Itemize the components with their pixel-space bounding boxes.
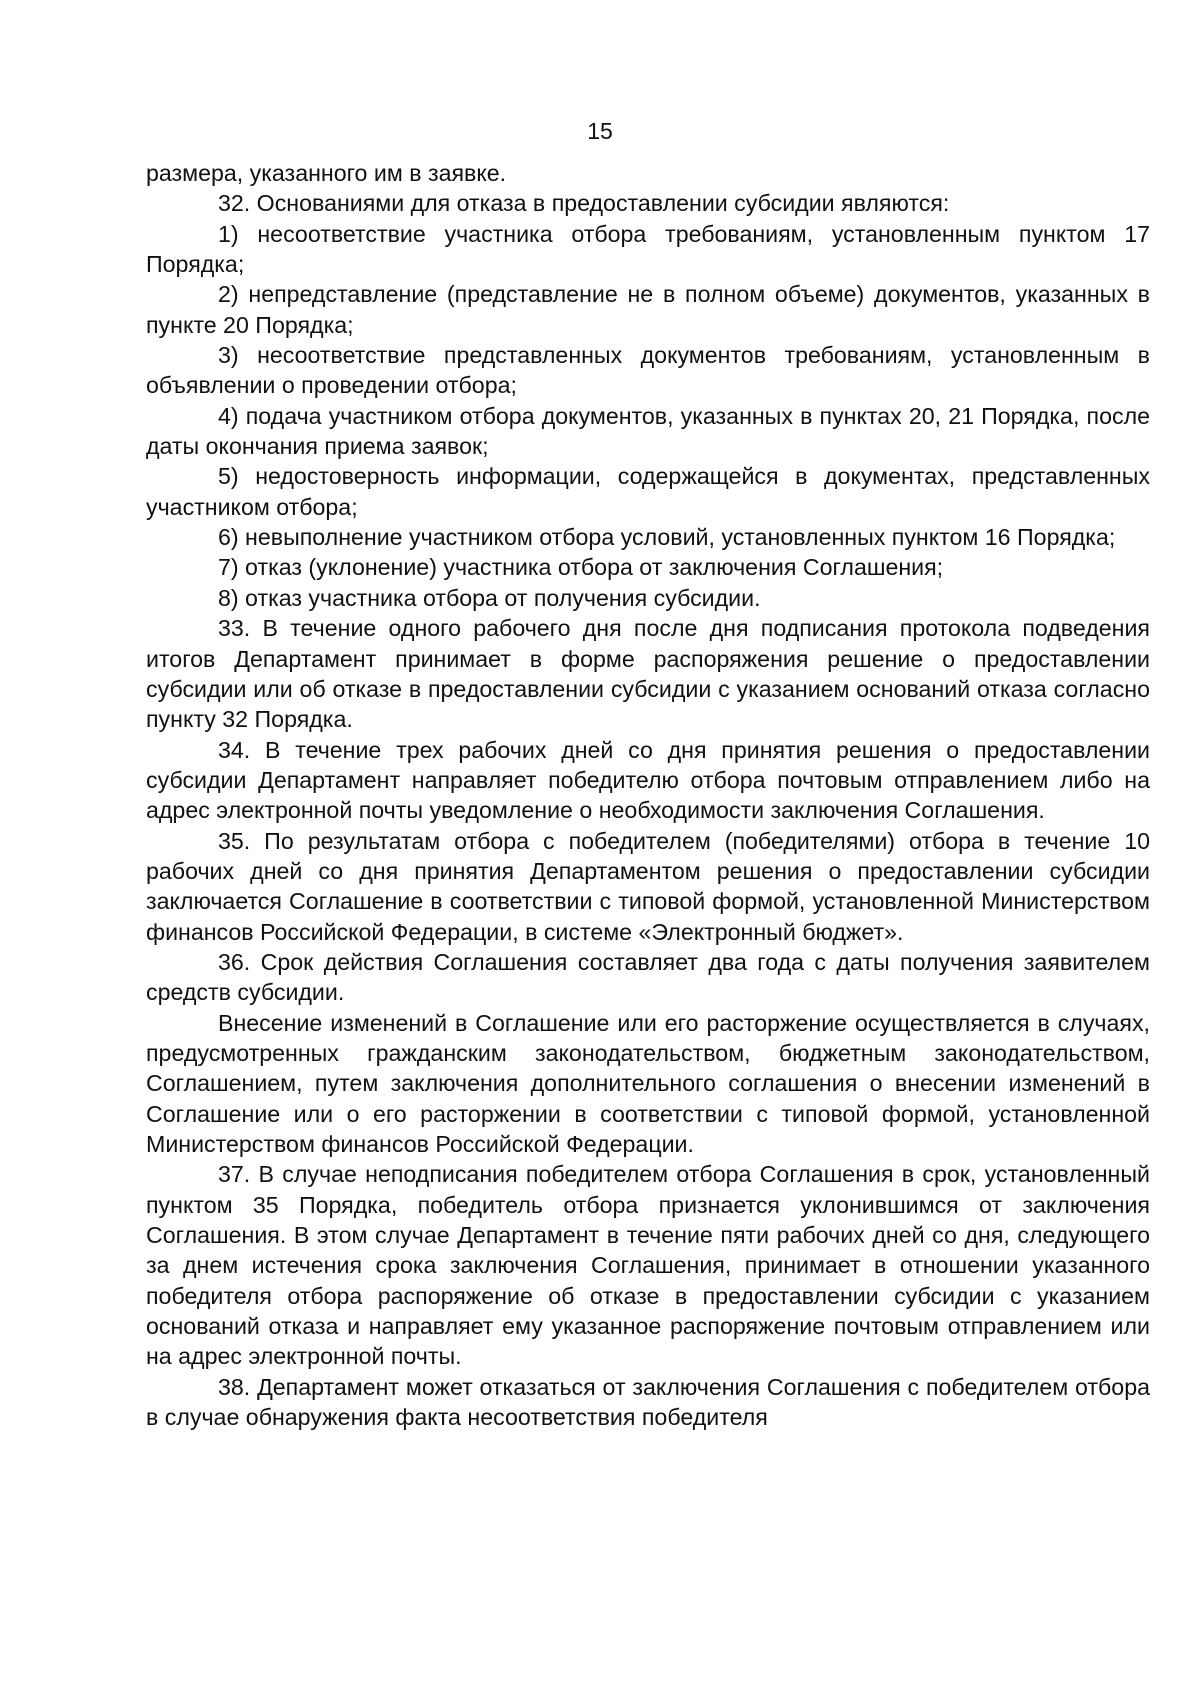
document-body [146,158,1150,1432]
paragraph: 7) отказ (уклонение) участника отбора от заключения Соглашения; [218,554,944,581]
page-number: 15 [587,118,613,144]
paragraph: 36. Срок действия Соглашения составляет два года с даты получения заявителем средств субсидии. [146,948,1150,1006]
paragraph: 38. Департамент может отказаться от заключения Соглашения с победителем отбора в случае обнаружения факта несоответствия победителя [146,1373,1150,1431]
paragraph: 8) отказ участника отбора от получения субсидии. [218,584,761,611]
paragraph: 34. В течение трех рабочих дней со дня принятия решения о предоставлении субсидии Департамент направляет победителю отбора почтовым отправлением либо на адрес электронной почты уведомление о необходимости заключения Соглашения. [146,736,1150,824]
paragraph: 1) несоответствие участника отбора требованиям, установленным пунктом 17 Порядка; [146,220,1150,278]
paragraph: Внесение изменений в Соглашение или его расторжение осуществляется в случаях, предусмотренных гражданским законодательством, бюджетным законодательством, Соглашением, путем заключения дополнительного соглашения о внесении изменений в Соглашение или о его расторжении в соответствии с типовой формой, установленной Министерством финансов Российской Федерации. [146,1009,1150,1157]
paragraph: 6) невыполнение участником отбора условий, установленных пунктом 16 Порядка; [218,524,1116,551]
paragraph: 33. В течение одного рабочего дня после дня подписания протокола подведения итогов Департамент принимает в форме распоряжения решение о предоставлении субсидии или об отказе в предоставлении субсидии с указанием оснований отказа согласно пункту 32 Порядка. [146,615,1150,733]
paragraph: 35. По результатам отбора с победителем (победителями) отбора в течение 10 рабочих дней со дня принятия Департаментом решения о предоставлении субсидии заключается Соглашение в соответствии с типовой формой, установленной Министерством финансов Российской Федерации, в системе «Электронный бюджет». [146,827,1150,945]
paragraph: 5) недостоверность информации, содержащейся в документах, представленных участником отбора; [146,463,1150,520]
paragraph: 32. Основаниями для отказа в предоставлении субсидии являются: [218,190,950,217]
paragraph: 4) подача участником отбора документов, указанных в пунктах 20, 21 Порядка, после даты окончания приема заявок; [146,402,1150,460]
paragraph: 2) непредставление (представление не в полном объеме) документов, указанных в пункте 20 Порядка; [146,281,1150,338]
paragraph: 3) несоответствие представленных документов требованиям, установленным в объявлении о проведении отбора; [146,342,1150,399]
paragraph: 37. В случае неподписания победителем отбора Соглашения в срок, установленный пунктом 35 Порядка, победитель отбора признается уклонившимся от заключения Соглашения. В этом случае Департамент в течение пяти рабочих дней со дня, следующего за днем истечения срока заключения Соглашения, принимает в отношении указанного победителя отбора распоряжение об отказе в предоставлении субсидии с указанием оснований отказа и направляет ему указанное распоряжение почтовым отправлением или на адрес электронной почты. [146,1161,1150,1370]
paragraph: размера, указанного им в заявке. [146,160,507,186]
